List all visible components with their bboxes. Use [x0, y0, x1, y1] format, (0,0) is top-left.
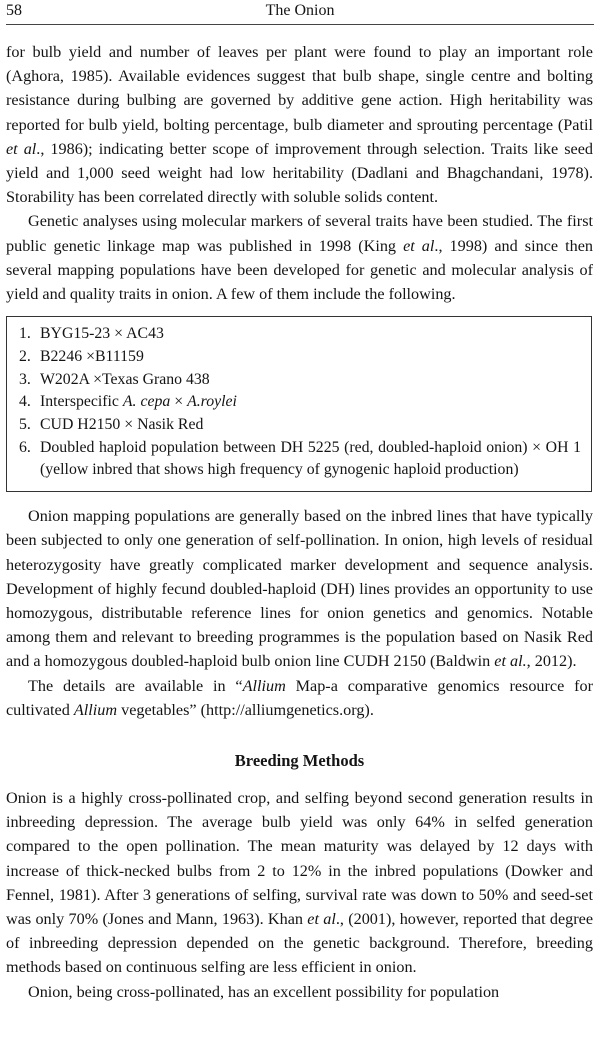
text-run: W202A ×Texas Grano 438 [40, 370, 210, 388]
text-run: ., 1986); indicating better scope of improvement through selection. Traits like seed yield and 1,000 seed weight had low heritability (Dadlani and Bhagchandani, 1978). Storability has been correlated directly with soluble solids content. [6, 139, 593, 207]
text-run: ., (2001), however, reported that degree of inbreeding depression depended on the genetic background. Therefore, breeding methods based on continuous selfing are less efficient in onion. [6, 910, 594, 977]
list-text [40, 369, 581, 392]
text-run: Interspecific [40, 393, 123, 411]
list-number: 2. [19, 347, 31, 365]
page-body [6, 40, 593, 1004]
mapping-populations-list [19, 323, 581, 482]
list-number: 3. [19, 370, 31, 388]
text-run: BYG15-23 × AC43 [40, 325, 164, 343]
text-run: Onion mapping populations are generally based on the inbred lines that have typically been subjected to only one generation of self-pollination. In onion, high levels of residual heterozygosity have greatly complicated marker development and sequence analysis. Development of highly fecund doubled-haploid (DH) lines provides an opportunity to use homozygous, distributable reference lines for onion genetics and genomics. Notable among them and relevant to breeding programmes is the population based on Nasik Red and a homozygous doubled-haploid bulb onion line CUDH 2150 (Baldwin [6, 507, 593, 671]
italic-text: et al [6, 139, 37, 158]
text-run: × [170, 393, 188, 411]
list-item [19, 437, 581, 482]
page-header [6, 0, 594, 24]
text-run: vegetables” (http://alliumgenetics.org). [117, 700, 374, 719]
italic-text: A. cepa [122, 393, 171, 411]
list-number: 4. [19, 393, 31, 411]
list-text [40, 391, 581, 414]
italic-text: et al [403, 236, 435, 255]
list-item [19, 414, 581, 437]
list-number: 5. [19, 416, 31, 434]
italic-text: et al. [494, 652, 527, 671]
list-item [19, 369, 581, 392]
section-heading: Breeding Methods [234, 750, 365, 770]
italic-text: et al [307, 910, 336, 928]
paragraph [6, 786, 593, 980]
list-item [19, 346, 581, 369]
text-run: ., 1998) and since then several mapping populations have been developed for genetic and molecular analysis of yield and quality traits in onion. A few of them include the following. [6, 236, 593, 304]
text-run: for bulb yield and number of leaves per plant were found to play an important role (Aghora, 1985). Available evidences suggest that bulb shape, single centre and bolting resistance during bulbing are governed by additive gene action. High heritability was reported for bulb yield, bolting percentage, bulb diameter and sprouting percentage (Patil [6, 43, 593, 134]
text-run: B2246 ×B11159 [40, 347, 144, 365]
italic-text: A.roylei [187, 393, 237, 411]
text-run: Onion is a highly cross-pollinated crop, and selfing beyond second generation results in inbreeding depression. The average bulb yield was only 64% in selfed generation compared to the open pollination. The mean maturity was delayed by 12 days with increase of thick-necked bulbs from 2 to 12% in the inbred populations (Dowker and Fennel, 1981). After 3 generations of selfing, survival rate was down to 50% and seed-set was only 70% (Jones and Mann, 1963). Khan [6, 788, 593, 928]
mapping-populations-box [6, 316, 592, 492]
paragraph [6, 40, 593, 209]
text-run: Genetic analyses using molecular markers of several traits have been studied. The first public genetic linkage map was published in 1998 (King [6, 212, 593, 255]
paragraph [6, 980, 593, 1004]
list-text [40, 414, 581, 437]
list-text [40, 437, 581, 482]
list-text [40, 346, 581, 369]
paragraph [6, 674, 593, 722]
page-number: 58 [6, 2, 22, 19]
running-title: The Onion [265, 2, 335, 19]
text-run: The details are available in “ [28, 676, 243, 695]
list-item [19, 391, 581, 414]
italic-text: Allium [242, 676, 286, 695]
text-run: Onion, being cross-pollinated, has an excellent possibility for population [28, 982, 500, 1001]
italic-text: Allium [73, 700, 118, 719]
text-run: Doubled haploid population between DH 5225 (red, doubled-haploid onion) × OH 1 (yellow inbred that shows high frequency of gynogenic haploid production) [40, 438, 581, 479]
list-number: 1. [19, 325, 31, 343]
list-text [40, 323, 581, 346]
paragraph [6, 209, 593, 306]
text-run: CUD H2150 × Nasik Red [40, 416, 204, 434]
header-rule [6, 24, 594, 25]
text-run: , 2012). [526, 652, 577, 671]
list-number: 6. [19, 438, 31, 456]
list-item [19, 323, 581, 346]
text-run: Map-a comparative genomics resource for cultivated [6, 676, 593, 719]
paragraph [6, 504, 593, 673]
